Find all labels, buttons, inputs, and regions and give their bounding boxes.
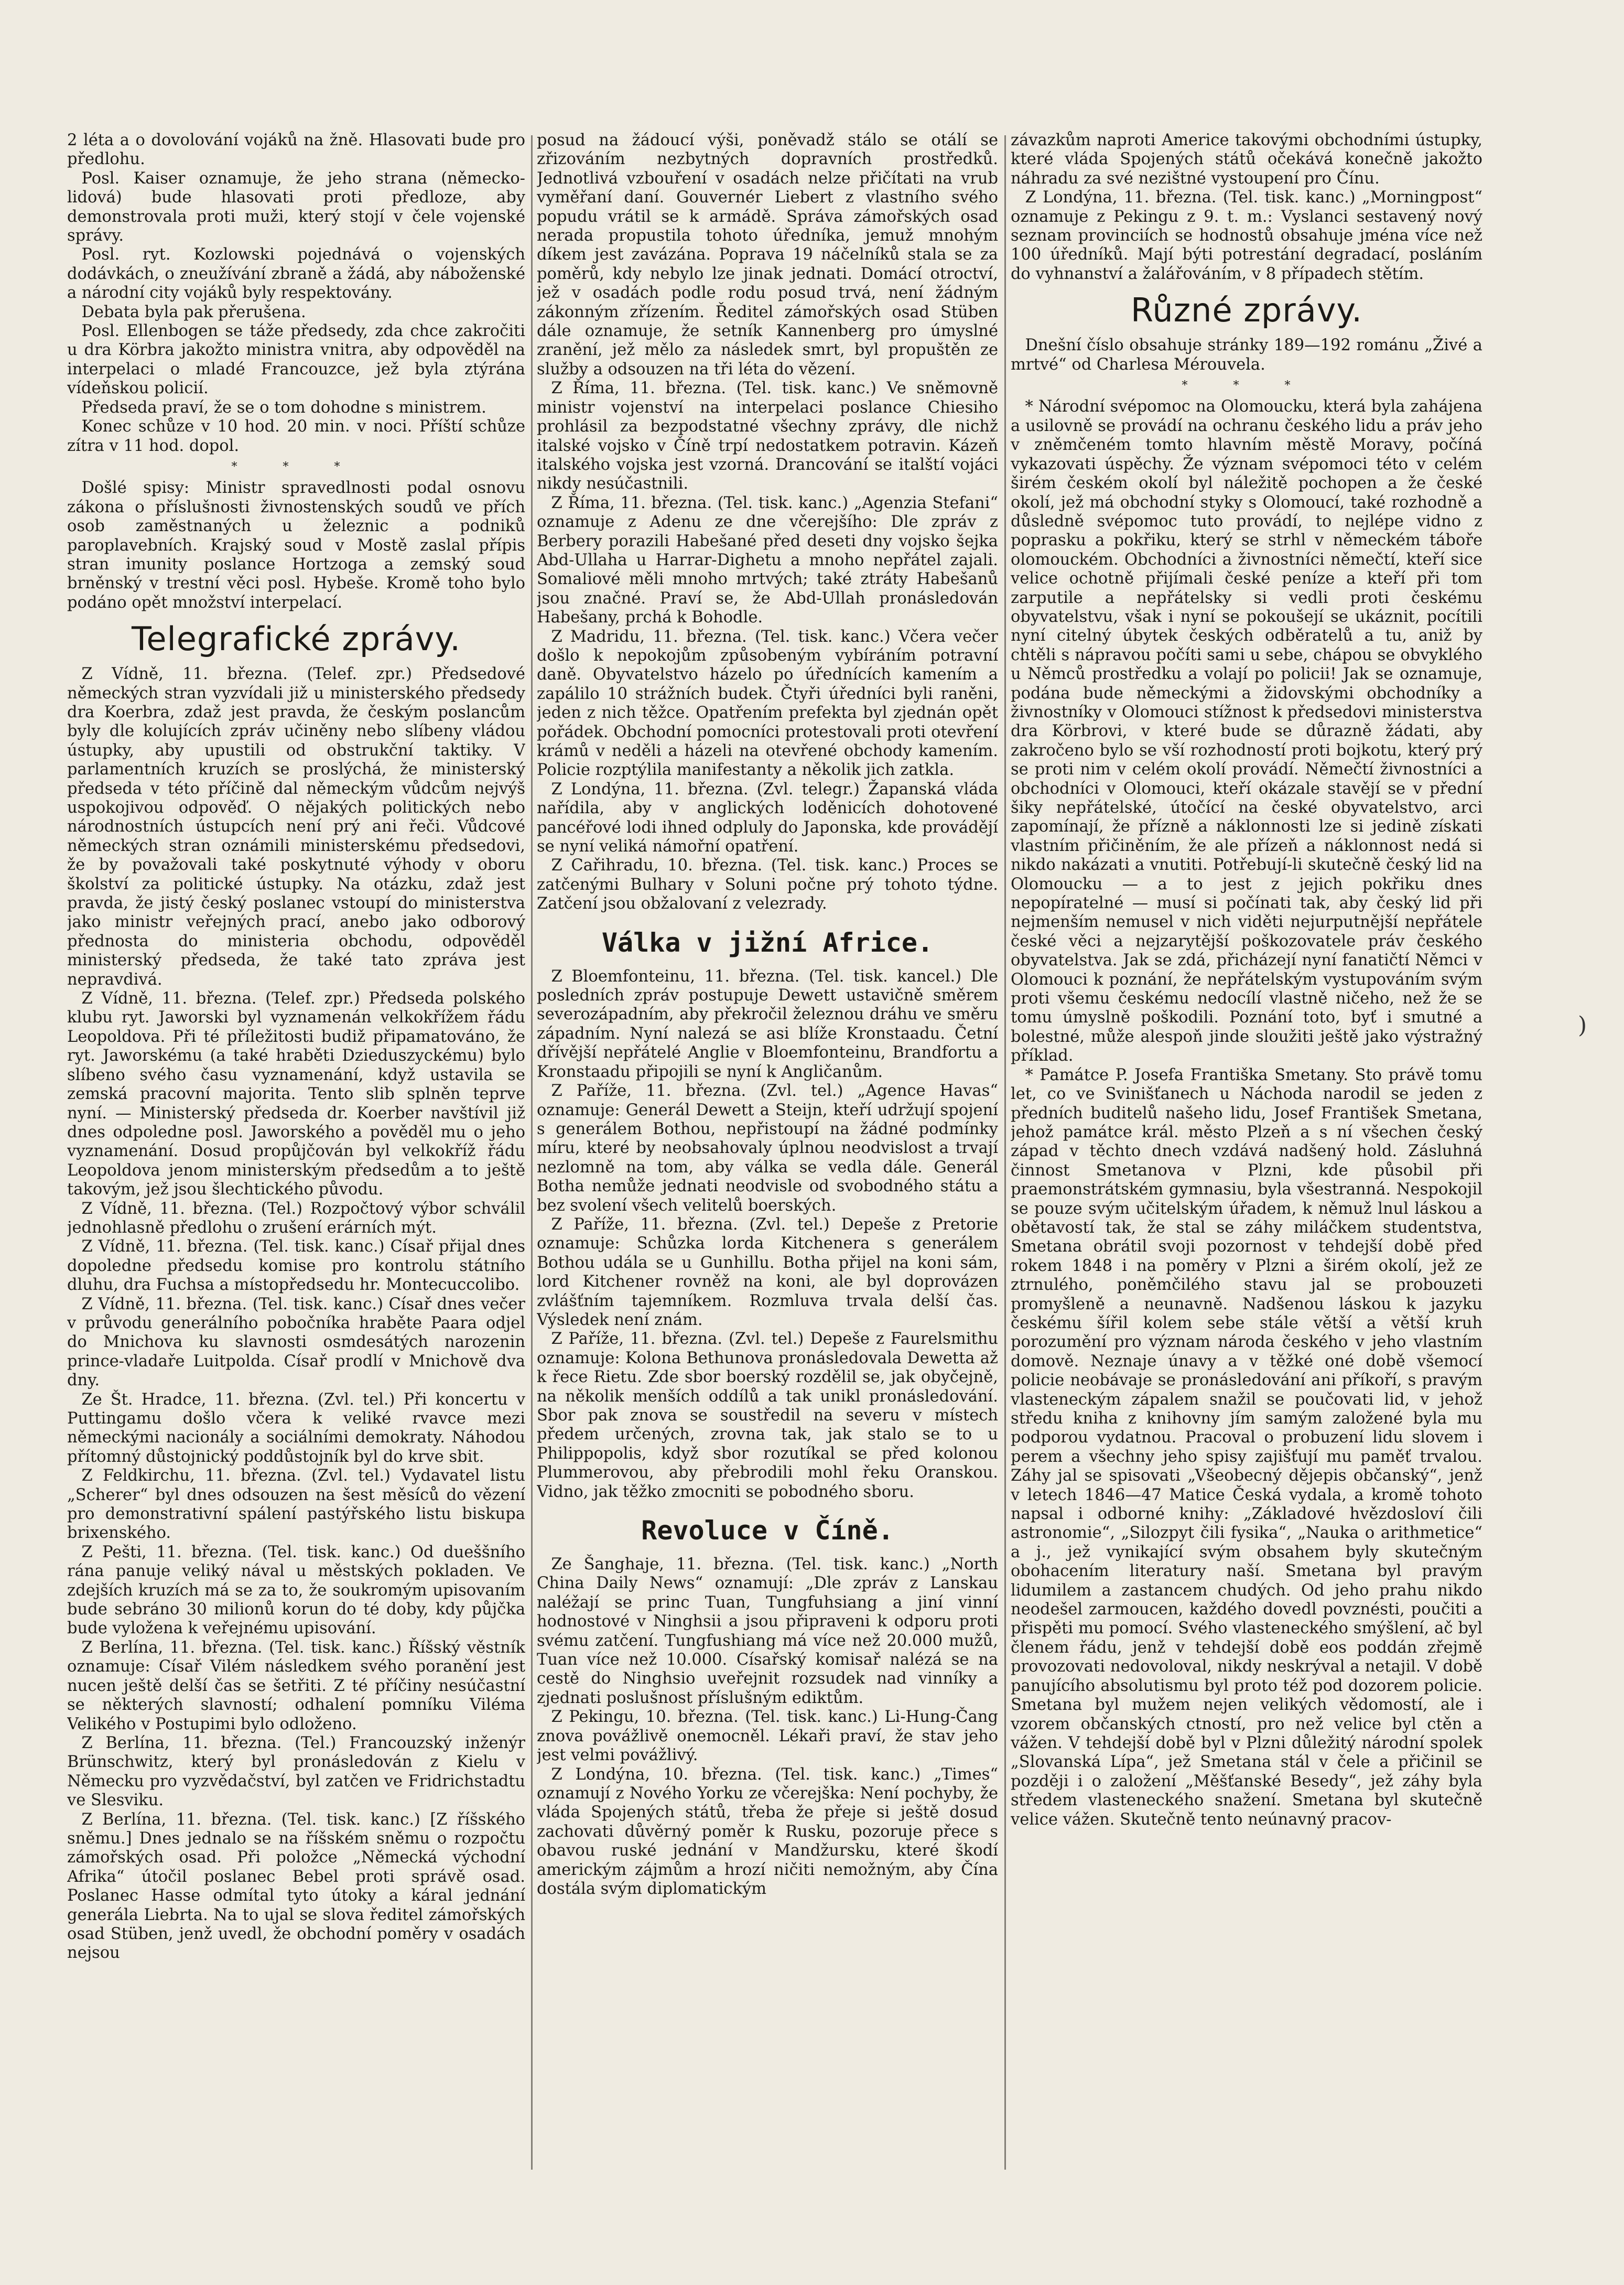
news-item: Z Pekingu, 10. března. (Tel. tisk. kanc.) Li-Hung-Čang znova povážlivě onemocněl. Lékaři praví, že stav jeho jest velmi povážlivý.: [537, 1708, 998, 1765]
article-paragraph: Posl. ryt. Kozlowski pojednává o vojenských dodávkách, o zneužívání zbraně a žádá, aby náboženské a národní city vojáků byly respektovány.: [67, 245, 525, 303]
news-item: Ze Št. Hradce, 11. března. (Zvl. tel.) Při koncertu v Puttingamu došlo včera k veliké rvavce mezi německými nacionály a sociálními demokraty. Náhodou přítomný důstojnický poddůstojník byl do krve sbit.: [67, 1390, 525, 1466]
news-item: Z Madridu, 11. března. (Tel. tisk. kanc.) Včera večer došlo k nepokojům způsobeným vybíráním potravní daně. Obyvatelstvo házelo po úřednících kamením a zapálilo 10 strážních budek. Čtyři úředníci byli raněni, jeden z nich těžce. Opatřením prefekta byl zjednán opět pořádek. Obchodní pomocníci protestovali proti otevření krámů v neděli a házeli na otevřené obchody kamením. Policie rozptýlila manifestanty a několik jich zatkla.: [537, 627, 998, 780]
section-heading-misc: Různé zprávy.: [1131, 291, 1362, 330]
article-paragraph: Posl. Ellenbogen se táže předsedy, zda chce zakročiti u dra Körbra jakožto ministra vnitra, aby odpověděl na interpelaci o mladé Francouzce, jež byla ztýrána vídeňskou policií.: [67, 322, 525, 398]
section-heading-war: Válka v jižní Africe.: [601, 927, 934, 958]
news-item: Z Cařihradu, 10. března. (Tel. tisk. kanc.) Proces se zatčenými Bulhary v Soluni počne prý tohoto týdne. Zatčení jsou obžalovaní z velezrady.: [537, 856, 998, 913]
news-item: Z Londýna, 11. března. (Tel. tisk. kanc.) „Morningpost“ oznamuje z Pekingu z 9. t. m.: Vyslanci sestavený nový seznam provinciích se hodnostů obsahuje jména více než 100 úředníků. Mají býti potrestání degradací, posláním do vyhnanství a žalářováním, v 8 případech stětím.: [1011, 188, 1482, 283]
news-item: Z Pešti, 11. března. (Tel. tisk. kanc.) Od dueššního rána panuje veliký nával u městských pokladen. Ve zdejších kruzích má se za to, že soukromým upisovaním bude sebráno 30 milionů korun do té doby, kdy půjčka bude vyložena k veřejnému upisování.: [67, 1543, 525, 1638]
news-item: Ze Šanghaje, 11. března. (Tel. tisk. kanc.) „North China Daily News“ oznamují: „Dle zpráv z Lanskau naléžají se princ Tuan, Tungfuhsiang a jiní vinní hodnostové v Ninghsii a jsou připraveni k odporu proti svému zatčení. Tungfushiang má více než 20.000 mužů, Tuan více než 10.000. Císařský komisař nalézá se na cestě do Ninghsio uveřejnit rozsudek nad vinníky a zjednati poslušnost příslušným ediktům.: [537, 1555, 998, 1707]
news-item: Z Říma, 11. března. (Tel. tisk. kanc.) „Agenzia Stefani“ oznamuje z Adenu ze dne včerejšího: Dle zpráv z Berbery porazili Habešané před deseti dny vojsko šejka Abd-Ullaha u Harrar-Dighetu a mnoho nepřátel zajali. Somaliové měli mnoho mrtvých; také ztráty Habešanů jsou značné. Praví se, že Abd-Ullah pronásledován Habešany, prchá k Bohodle.: [537, 493, 998, 627]
news-item: Z Vídně, 11. března. (Telef. zpr.) Předsedové německých stran vyzvídali již u ministerského předsedy dra Koerbra, zdaž jest pravda, že českým poslancům byly dle kolujících zpráv učiněny nebo slíbeny vládou ústupky, aby upustili od obstrukční taktiky. V parlamentních kruzích se proslýchá, že ministerský předseda v této příčině dal německým vůdcům nejvýš uspokojivou odpověď. O nějakých politických nebo národnostních ústupcích není prý ani řeči. Vůdcové německých stran oznámili ministerskému předsedovi, že by považovali také poskytnuté výhody v oboru školství za politické ústupky. Na otázku, zdaž jest pravda, že jistý český poslanec vstoupí do ministerstva jako ministr veřejných prací, anebo jako odborový přednosta do ministeria obchodu, odpověděl ministerský předseda, že také tato zpráva jest nepravdivá.: [67, 665, 525, 989]
section-heading-china: Revoluce v Číně.: [641, 1515, 894, 1546]
news-item: Z Paříže, 11. března. (Zvl. tel.) „Agence Havas“ oznamuje: Generál Dewett a Steijn, kteří udržují spojení s generálem Bothou, nepřistoupí na žádné podmínky míru, které by neobsahovaly úplnou neodvislost a trvají nezlomně na tom, aby válka se vedla dále. Generál Botha nemůže jednati neodvisle od svobodného státu a bez svolení všech velitelů boerských.: [537, 1082, 998, 1215]
separator-stars: * * *: [231, 460, 361, 473]
news-item: Z Berlína, 11. března. (Tel.) Francouzský inženýr Brünschwitz, který byl pronásledován z Kielu v Německu pro vyzvědačství, byl zatčen ve Fridrichstadtu ve Slesviku.: [67, 1733, 525, 1810]
news-item: závazkům naproti Americe takovými obchodními ústupky, které vláda Spojených států očekává konečně jakožto náhradu za své nezištné vystoupení pro Čínu.: [1011, 131, 1482, 188]
article-paragraph: Debata byla pak přerušena.: [81, 303, 306, 321]
news-item: Z Vídně, 11. března. (Tel.) Rozpočtový výbor schválil jednohlasně předlohu o zrušení erárních mýt.: [67, 1199, 525, 1237]
news-item: Z Vídně, 11. března. (Tel. tisk. kanc.) Císař přijal dnes dopoledne předsedu komise pro kontrolu státního dluhu, dra Fuchsa a místopředsedu hr. Montecuccolibo.: [67, 1237, 525, 1295]
news-item: posud na žádoucí výši, poněvadž stálo se otálí se zřizováním nezbytných dopravních prostředků. Jednotlivá vzbouření v osadách nelze přičítati na vrub vyměřaní daní. Gouvernér Liebert z vlastního svého popudu vrátil se k armádě. Správa zámořských osad nerada propustila tohoto úředníka, jemuž mnohým díkem jest zavázána. Poprava 19 náčelníků stala se za poměrů, kdy nebylo lze jinak jednati. Domácí otroctví, jež v osadách podle rodu posud trvá, není žádným zákonným zřízením. Ředitel zámořských osad Stüben dále oznamuje, že setník Kannenberg pro úmyslné zranění, jež mělo za následek smrt, byl propuštěn ze služby a odsouzen na tři léta do vězení.: [537, 131, 998, 379]
news-item: Z Londýna, 11. března. (Zvl. telegr.) Žapanská vláda nařídila, aby v anglických loděnicích dohotovené pancéřové lodi ihned odpluly do Japonska, kde provádějí se nyní veliká námořní opatření.: [537, 780, 998, 856]
news-item: Z Berlína, 11. března. (Tel. tisk. kanc.) [Z říšského sněmu.] Dnes jednalo se na říšském sněmu o rozpočtu zámořských osad. Při položce „Německá východní Afrika“ útočil poslanec Bebel proti správě osad. Poslanec Hasse odmítal tyto útoky a káral jednání generála Liebrta. Na to ujal se slova ředitel zámořských osad Stüben, jenž uvedl, že obchodní poměry v osadách nejsou: [67, 1810, 525, 1963]
separator-stars: * * *: [1182, 379, 1312, 393]
news-item: * Národní svépomoc na Olomoucku, která byla zahájena a usilovně se provádí na ochranu českého lidu a práv jeho v zněmčeném tomto hlavním městě Moravy, počíná vykazovati úspěchy. Že význam svépomoci této v celém širém českém okolí byl náležitě pochopen a že české okolí, jež má obchodní styky s Olomoucí, také rozhodně a důsledně svépomoc tuto provádí, to nejlépe vidno z poprasku a pokřiku, který se strhl v německém táboře olomouckém. Obchodníci a živnostníci němečtí, kteří sice velice ochotně přijímali české peníze a kteří při tom zarputile a nepřátelsky si vedli proti českému obyvatelstvu, však i nyní se pokoušejí se ukáznit, pocítili nyní citelný úbytek českých odběratelů a tu, aniž by chtěli s nápravou počíti sami u sebe, chápou se obvyklého u Němců prostředku a volají po policii! Jak se oznamuje, podána bude německými a židovskými obchodníky a živnostníky v Olomouci stížnost k předsedovi ministerstva dra Körbrovi, v které bude se důrazně žádati, aby zakročeno bylo se vší rozhodností proti bojkotu, který prý se proti nim v celém okolí provádí. Němečtí živnostníci a obchodníci v Olomouci, kteří okázale stavějí se v přední šiky nepřátelské, útočící na české obyvatelstvo, arci zapomínají, že přízně a náklonnosti lze si jedině získati vlastním přičiněním, že ale přízeň a náklonnost nedá si nikdo nakázati a vnutiti. Potřebují-li skutečně český lid na Olomoucku — a to jest z jejich pokřiku dnes nepopíratelné — musí si počínati tak, aby český lid při nejmenším nemusel v nich viděti nejurputnější nepřátele české věci a nejzarytější poškozovatele práv českého obyvatelstva. Jak se zdá, přicházejí nyní fanatičtí Němci v Olomouci k poznání, že nepřátelským vystupováním svým proti všemu českému nedocílí vlastně ničeho, než že se tomu úmyslně poškodili. Poznání toto, byť i smutné a bolestné, může alespoň jinde sloužiti ještě jako výstražný příklad.: [1011, 397, 1482, 1065]
right-column: [1011, 131, 1482, 2176]
news-item: Z Londýna, 10. března. (Tel. tisk. kanc.) „Times“ oznamují z Nového Yorku ze včerejška: Není pochyby, že vláda Spojených států, třeba že přeje si ještě dosud zachovati důvěrný poměr k Rusku, pozoruje přece s obavou ruské jednání v Mandžursku, které škodí americkým zájmům a hrozí ničiti nemožným, aby Čína dostála svým diplomatickým: [537, 1765, 998, 1898]
column-divider: [531, 135, 533, 2170]
section-heading-telegraph: Telegrafické zprávy.: [131, 620, 461, 659]
left-column: [67, 131, 525, 2176]
news-item: Z Paříže, 11. března. (Zvl. tel.) Depeše z Pretorie oznamuje: Schůzka lorda Kitchenera s generálem Bothou udála se u Gunhillu. Botha přijel na koni sám, lord Kitchener rovněž na koni, ale byl doprovázen zvlášťním tajemníkem. Rozmluva trvala delší čas. Výsledek není znám.: [537, 1215, 998, 1329]
news-item: Z Vídně, 11. března. (Tel. tisk. kanc.) Císař dnes večer v průvodu generálního pobočníka hraběte Paara odjel do Mnichova ku slavnosti osmdesátých narozenin prince-vladaře Luitpolda. Císař prodlí v Mnichově dva dny.: [67, 1295, 525, 1390]
article-paragraph: Předseda praví, že se o tom dohodne s ministrem.: [81, 398, 486, 417]
article-paragraph: Posl. Kaiser oznamuje, že jeho strana (německo-lidová) bude hlasovati proti předloze, aby demonstrovala proti muži, který stojí v čele vojenské správy.: [67, 169, 525, 245]
news-item: Z Vídně, 11. března. (Telef. zpr.) Předseda polského klubu ryt. Jaworski byl vyznamenán velkokřížem řádu Leopoldova. Při té příležitosti budiž připamatováno, že ryt. Jaworskému (a také hraběti Dzieduszyckému) bylo slíbeno svého času vyznamenání, když ustavila se zemská pracovní majorita. Tento slib splněn teprve nyní. — Ministerský předseda dr. Koerber navštívil již dnes odpoledne posl. Jaworského a pověděl mu o jeho vyznamenání. Dosud propůjčován byl velkokříž řádu Leopoldova jenom ministerským předsedům a to ještě takovým, jež jsou šlechtického původu.: [67, 989, 525, 1199]
news-item: Z Paříže, 11. března. (Zvl. tel.) Depeše z Faurelsmithu oznamuje: Kolona Bethunova pronásledovala Dewetta až k řece Rietu. Zde sbor boerský rozdělil se, jak obyčejně, na několik menších oddílů a tak unikl pronásledování. Sbor pak znova se soustředil na severu v místech předem určených, zrovna tak, jak stalo se to u Philippopolis, když sbor rozutíkal se před kolonou Plummerovou, aby přebrodili mohl řeku Oranskou. Vidno, jak těžko zmocniti se pobodného sboru.: [537, 1330, 998, 1501]
margin-mark: ): [1578, 1012, 1587, 1039]
news-item: * Památce P. Josefa Františka Smetany. Sto právě tomu let, co ve Svinišťanech u Náchoda narodil se jeden z předních buditelů našeho lidu, Josef František Smetana, jehož památce král. město Plzeň a s ní všechen český západ v těchto dnech vzdává nadšený hold. Zásluhná činnost Smetanova v Plzni, kde působil při praemonstrátském gymnasiu, byla všestranná. Nespokojil se pouze svým učitelským úřadem, k němuž lnul láskou a obětavostí tak, že stal se záhy miláčkem studentstva, Smetana obrátil svoji pozornost v tehdejší době před rokem 1848 i na poměry v Plzni a širém okolí, jež ze ztrnulého, poněmčilého stavu jal se probouzeti promyšleně a neunavně. Nadšenou láskou k jazyku českému šířil kolem sebe stále větší a větší kruh porozumění pro význam národa českého v jeho vlastním domově. Neznaje únavy a v těžké oné době všemocí policie neobávaje se pronásledování ani příkoří, s pravým vlasteneckým zápalem snažil se poučovati lid, v jehož středu kniha z knihovny jím samým založené byla mu podporou vydatnou. Pracoval o probuzení lidu slovem i perem a všechny jeho spisy zajišťují mu paměť trvalou. Záhy jal se spisovati „Všeobecný dějepis občanský“, jenž v letech 1846—47 Matice Česká vydala, a kromě tohoto napsal i odborné knihy: „Základové hvězdosloví čili astronomie“, „Silozpyt čili fysika“, „Nauka o arithmetice“ a j., jež vynikající svým obsahem byly skutečným obohacením literatury naší. Smetana byl pravým lidumilem a zastancem chudých. Od jeho prahu nikdo neodešel zarmoucen, každého dovedl povznésti, poučiti a přispěti mu pomocí. Svého vlasteneckého smýšlení, ač byl členem řádu, jenž v tehdejší době eos poddán zřejmě provozovati nedovoloval, nikdy neskrýval a netajil. V době panujícího absolutismu byl proto též pod dozorem policie. Smetana byl mužem nejen velikých vědomostí, ale i vzorem občanských ctností, pro než velice byl ctěn a vážen. V tehdejší době byl v Plzni důležitý národní spolek „Slovanská Lípa“, jež Smetana stál v čele a přičinil se později i o založení „Měšťanské Besedy“, jež záhy byla středem vlasteneckého snažení. Smetana byl skutečně velice vážen. Skutečně tento neúnavný pracov-: [1011, 1065, 1482, 1829]
news-item: Dnešní číslo obsahuje stránky 189—192 románu „Živé a mrtvé“ od Charlesa Mérouvela.: [1011, 336, 1482, 374]
news-item: Z Bloemfonteinu, 11. března. (Tel. tisk. kancel.) Dle posledních zpráv postupuje Dewett ustavičně směrem severozápadním, aby překročil železnou dráhu ve směru západním. Nyní nalezá se asi blíže Kronstaadu. Četní dřívější nepřátelé Anglie v Bloemfonteinu, Brandfortu a Kronstaadu připojili se nyní k Angličanům.: [537, 967, 998, 1081]
column-divider: [1004, 135, 1006, 2170]
news-item: Z Říma, 11. března. (Tel. tisk. kanc.) Ve sněmovně ministr vojenství na interpelaci poslance Chiesiho prohlásil za bezpodstatné všechny zprávy, dle nichž italské vojsko v Číně trpí nedostatkem potravin. Kázeň italského vojska jest vzorná. Drancování se italští vojáci nikdy nesúčastnili.: [537, 379, 998, 493]
article-paragraph: Konec schůze v 10 hod. 20 min. v noci. Příští schůze zítra v 11 hod. dopol.: [67, 417, 525, 455]
middle-column: [537, 131, 998, 2176]
article-paragraph: Došlé spisy: Ministr spravedlnosti podal osnovu zákona o příslušnosti živnostenských soudů ve přích osob zaměstnaných u železnic a podniků paroplavebních. Krajský soud v Mostě zaslal přípis stran imunity poslance Hortzoga a zemský soud brněnský v trestní věci posl. Hybeše. Kromě toho bylo podáno opět množství interpelací.: [67, 479, 525, 612]
article-paragraph: 2 léta a o dovolování vojáků na žně. Hlasovati bude pro předlohu.: [67, 131, 525, 169]
news-item: Z Feldkirchu, 11. března. (Zvl. tel.) Vydavatel listu „Scherer“ byl dnes odsouzen na šest měsíců do vězení pro demonstrativní spálení pastýřského listu biskupa brixenského.: [67, 1467, 525, 1543]
news-item: Z Berlína, 11. března. (Tel. tisk. kanc.) Říšský věstník oznamuje: Císař Vilém následkem svého poranění jest nucen ještě delší čas se šetřiti. Z té příčiny nesúčastní se některých slavností; odhalení pomníku Viléma Velikého v Postupimi bylo odloženo.: [67, 1638, 525, 1733]
